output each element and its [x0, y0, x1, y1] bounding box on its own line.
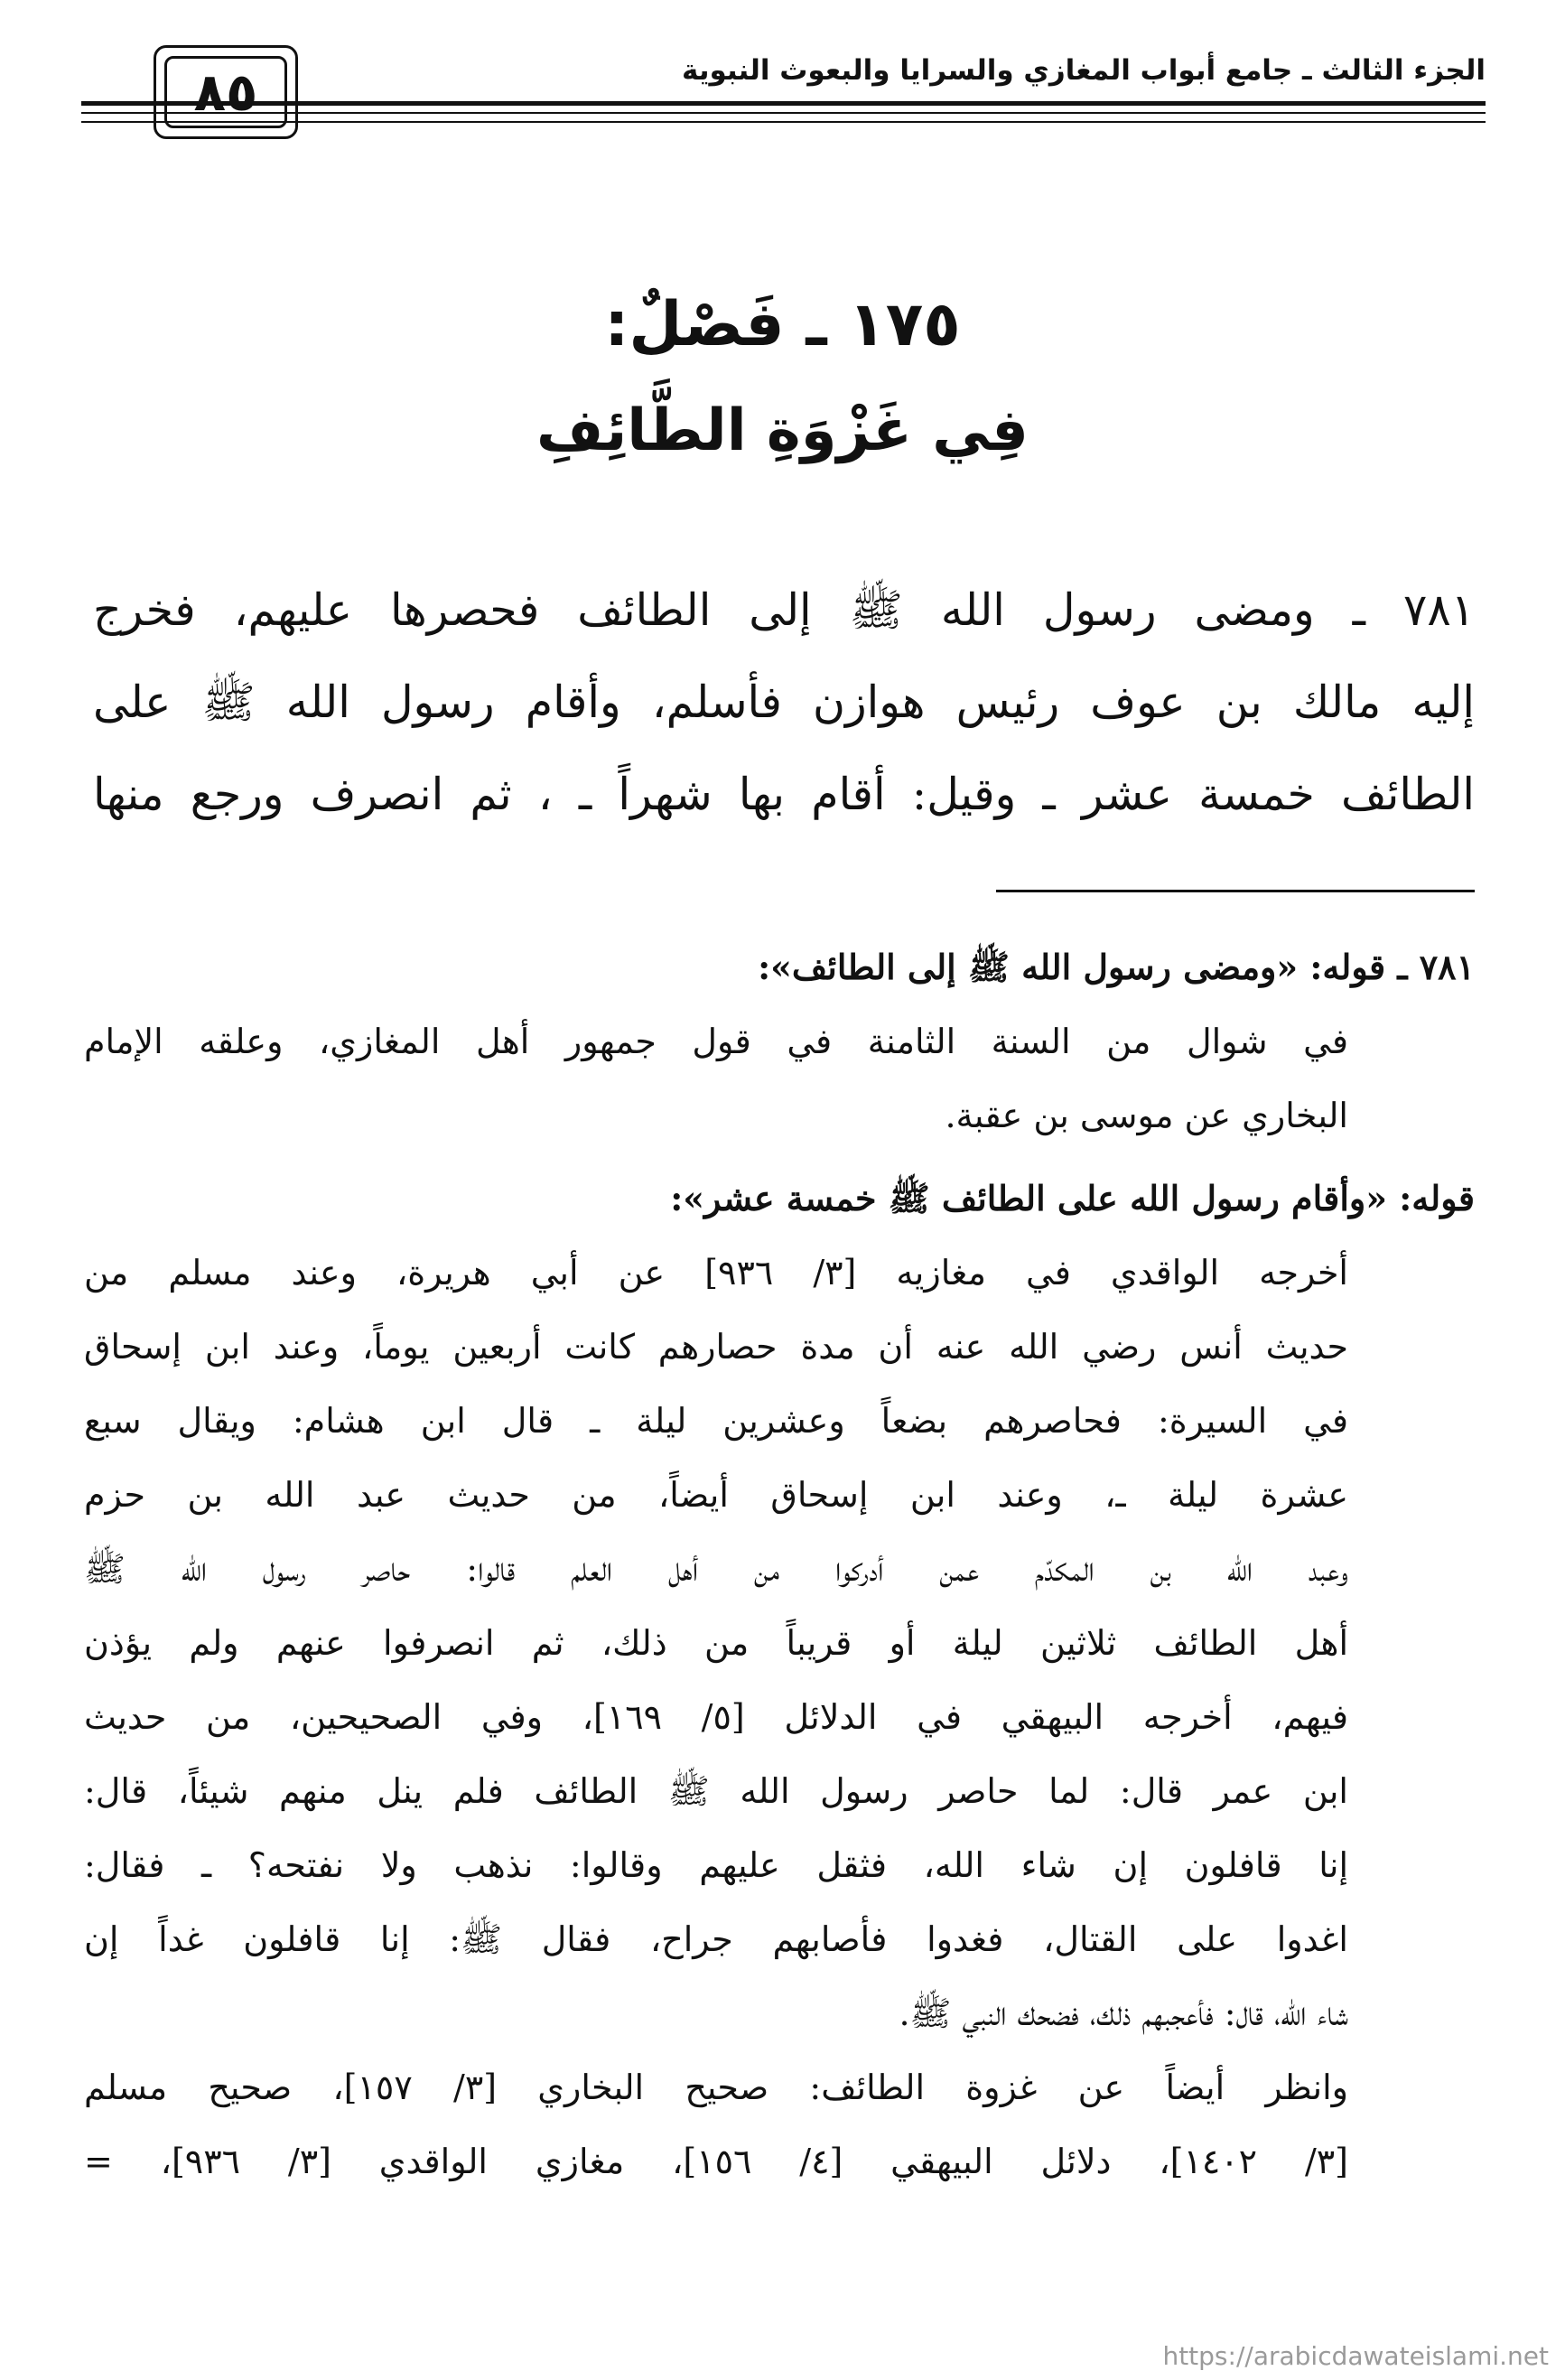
page-number-frame	[154, 45, 298, 139]
note-line: حديث أنس رضي الله عنه أن مدة حصارهم كانت أربعين يوماً، وعند ابن إسحاق	[84, 1327, 1348, 1367]
footnote-divider	[996, 890, 1475, 892]
footnotes	[84, 930, 1475, 2198]
source-watermark: https://arabicdawateislami.net	[1162, 2341, 1549, 2371]
note-line: في شوال من السنة الثامنة في قول جمهور أهل المغازي، وعلقه الإمام	[84, 1022, 1348, 1061]
main-text-line: ٧٨١ ـ ومضى رسول الله ﷺ إلى الطائف فحصرها عليهم، فخرج	[93, 584, 1475, 636]
page-header	[81, 45, 1486, 145]
note-line: في السيرة: فحاصرهم بضعاً وعشرين ليلة ـ قال ابن هشام: ويقال سبع	[84, 1401, 1348, 1441]
note-line: أهل الطائف ثلاثين ليلة أو قريباً من ذلك، ثم انصرفوا عنهم ولم يؤذن	[84, 1623, 1348, 1663]
running-title: الجزء الثالث ـ جامع أبواب المغازي والسرايا والبعوث النبوية	[682, 54, 1486, 87]
note-line: اغدوا على القتال، فغدوا فأصابهم جراح، فقال ﷺ: إنا قافلون غداً إن	[84, 1919, 1348, 1959]
chapter-title: فِي غَزْوَةِ الطَّائِفِ	[536, 397, 1029, 464]
main-text-line: الطائف خمسة عشر ـ وقيل: أقام بها شهراً ـ ، ثم انصرف ورجع منها	[93, 769, 1475, 820]
note-line: إنا قافلون إن شاء الله، فثقل عليهم وقالوا: نذهب ولا نفتحه؟ ـ فقال:	[84, 1845, 1348, 1885]
chapter-number: ١٧٥ ـ فَصْلٌ:	[604, 289, 961, 360]
main-text	[93, 565, 1475, 841]
note-line: شاء الله، قال: فأعجبهم ذلك، فضحك النبي ﷺ.	[899, 1993, 1348, 2033]
note-line: وعبد الله بن المكدّم عمن أدركوا من أهل العلم قالوا: حاصر رسول الله ﷺ	[84, 1549, 1348, 1589]
main-text-line: إليه مالك بن عوف رئيس هوازن فأسلم، وأقام رسول الله ﷺ على	[93, 677, 1475, 728]
note-line: البخاري عن موسى بن عقبة.	[945, 1096, 1348, 1135]
note-line: ابن عمر قال: لما حاصر رسول الله ﷺ الطائف فلم ينل منهم شيئاً، قال:	[84, 1771, 1348, 1811]
note-line: [٣/ ١٤٠٢]، دلائل البيهقي [٤/ ١٥٦]، مغازي الواقدي [٣/ ٩٣٦]، =	[84, 2142, 1348, 2181]
note-heading: ٧٨١ ـ قوله: «ومضى رسول الله ﷺ إلى الطائف»:	[758, 947, 1475, 987]
note-line: أخرجه الواقدي في مغازيه [٣/ ٩٣٦] عن أبي هريرة، وعند مسلم من	[84, 1253, 1348, 1293]
note-line: عشرة ليلة ـ، وعند ابن إسحاق أيضاً، من حديث عبد الله بن حزم	[84, 1475, 1348, 1515]
page-number: ٨٥	[164, 56, 287, 128]
note-heading: قوله: «وأقام رسول الله على الطائف ﷺ خمسة عشر»:	[670, 1178, 1475, 1218]
note-line: وانظر أيضاً عن غزوة الطائف: صحيح البخاري [٣/ ١٥٧]، صحيح مسلم	[84, 2067, 1348, 2107]
note-line: فيهم، أخرجه البيهقي في الدلائل [٥/ ١٦٩]، وفي الصحيحين، من حديث	[84, 1697, 1349, 1737]
